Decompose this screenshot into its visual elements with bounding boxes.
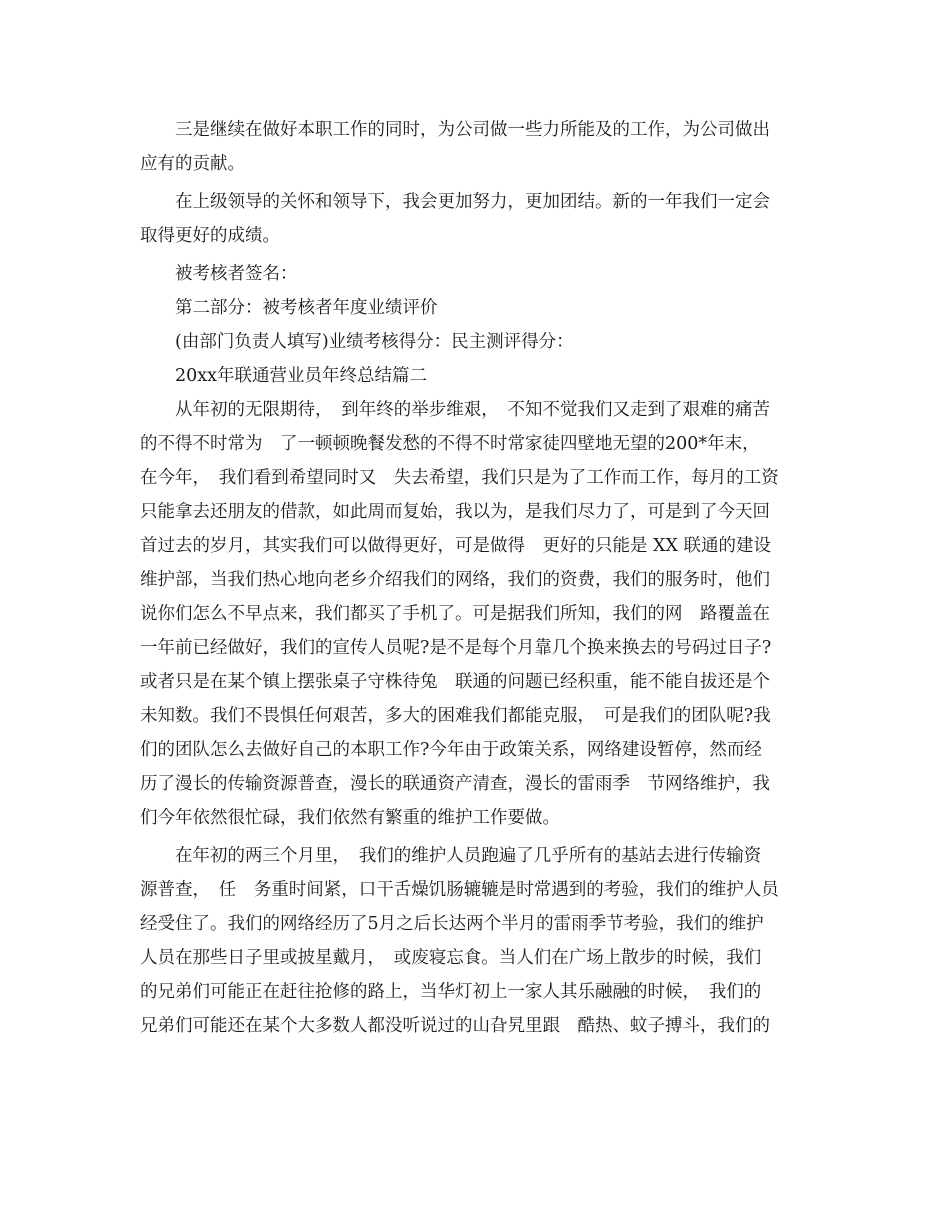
paragraph-line: 在上级领导的关怀和领导下，我会更加努力，更加团结。新的一年我们一定会 (140, 192, 770, 212)
paragraph-line: 人员在那些日子里或披星戴月， 或废寝忘食。当人们在广场上散步的时候，我们 (140, 948, 762, 968)
paragraph-line: 说你们怎么不早点来，我们都买了手机了。可是据我们所知，我们的网 路覆盖在 (140, 604, 770, 624)
paragraph-line: 首过去的岁月，其实我们可以做得更好，可是做得 更好的只能是 XX 联通的建设 (140, 536, 772, 556)
paragraph-line: 只能拿去还朋友的借款，如此周而复始，我以为，是我们尽力了，可是到了今天回 (140, 502, 770, 522)
paragraph-line: 们今年依然很忙碌，我们依然有繁重的维护工作要做。 (140, 808, 560, 828)
document-body (140, 113, 815, 1043)
paragraph-line: 的不得不时常为 了一顿顿晚餐发愁的不得不时常家徒四壁地无望的200*年末， (140, 434, 760, 454)
paragraph-line: 一年前已经做好，我们的宣传人员呢?是不是每个月靠几个换来换去的号码过日子? (140, 638, 772, 658)
score-line: (由部门负责人填写)业绩考核得分：民主测评得分： (140, 332, 574, 352)
paragraph-line: 在今年， 我们看到希望同时又 失去希望，我们只是为了工作而工作，每月的工资 (140, 468, 779, 488)
paragraph-line: 应有的贡献。 (140, 154, 245, 174)
signature-label: 被考核者签名： (140, 264, 298, 284)
paragraph-line: 三是继续在做好本职工作的同时，为公司做一些力所能及的工作，为公司做出 (140, 120, 770, 140)
paragraph-line: 维护部，当我们热心地向老乡介绍我们的网络，我们的资费，我们的服务时，他们 (140, 570, 770, 590)
paragraph-line: 历了漫长的传输资源普查，漫长的联通资产清查，漫长的雷雨季 节网络维护，我 (140, 774, 770, 794)
section-heading: 第二部分：被考核者年度业绩评价 (140, 298, 438, 318)
paragraph-line: 们的团队怎么去做好自己的本职工作?今年由于政策关系，网络建设暂停，然而经 (140, 740, 762, 760)
paragraph-line: 经受住了。我们的网络经历了5月之后长达两个半月的雷雨季节考验，我们的维护 (140, 914, 764, 934)
paragraph-line: 取得更好的成绩。 (140, 226, 280, 246)
paragraph-line: 在年初的两三个月里， 我们的维护人员跑遍了几乎所有的基站去进行传输资 (140, 846, 762, 866)
paragraph-line: 的兄弟们可能正在赶往抢修的路上，当华灯初上一家人其乐融融的时候， 我们的 (140, 982, 762, 1002)
paragraph-line: 未知数。我们不畏惧任何艰苦，多大的困难我们都能克服， 可是我们的团队呢?我 (140, 706, 771, 726)
paragraph-line: 兄弟们可能还在某个大多数人都没听说过的山旮旯里跟 酷热、蚊子搏斗，我们的 (140, 1016, 770, 1036)
paragraph-line: 或者只是在某个镇上摆张桌子守株待兔 联通的问题已经积重，能不能自拔还是个 (140, 672, 770, 692)
paragraph-line: 从年初的无限期待， 到年终的举步维艰， 不知不觉我们又走到了艰难的痛苦 (140, 400, 770, 420)
article-title: 20xx年联通营业员年终总结篇二 (140, 366, 428, 386)
paragraph-line: 源普查， 任 务重时间紧，口干舌燥饥肠辘辘是时常遇到的考验，我们的维护人员 (140, 880, 779, 900)
